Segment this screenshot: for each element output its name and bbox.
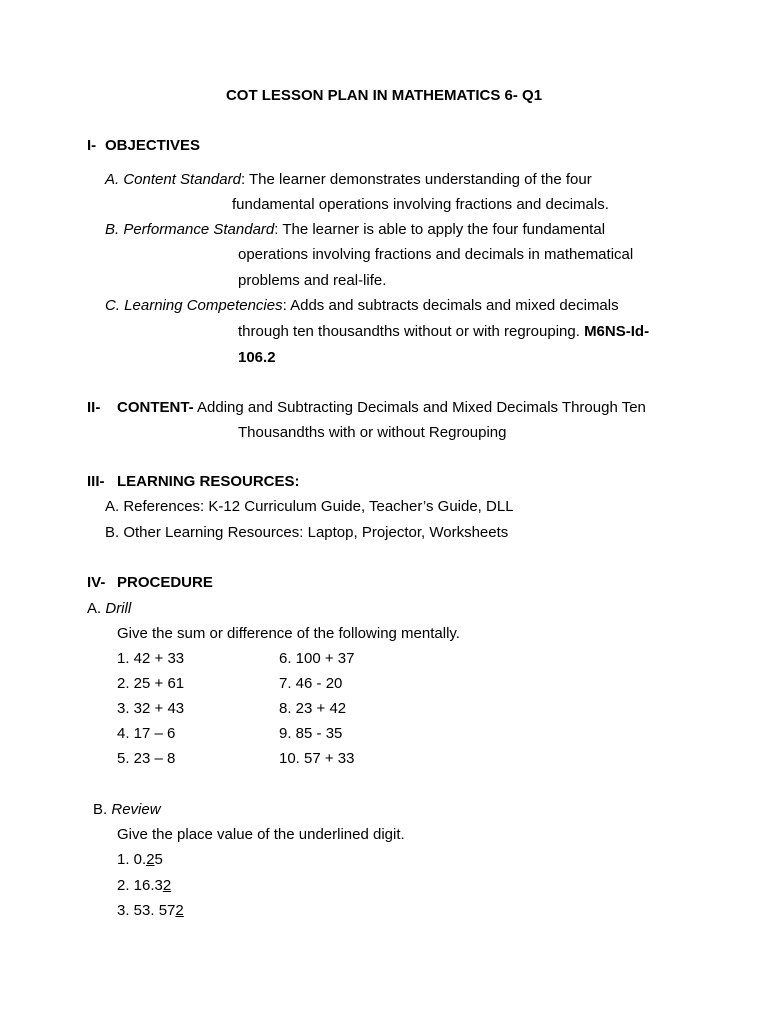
section-resources-number: III- <box>87 473 105 490</box>
review-item-prefix: 2. 16.3 <box>117 877 163 894</box>
drill-heading <box>87 600 131 618</box>
learning-competencies-text-2-body: through ten thousandths without or with regrouping. <box>238 323 580 340</box>
section-procedure-heading: PROCEDURE <box>117 574 213 591</box>
section-content-heading: CONTENT- <box>117 399 194 416</box>
drill-title: Drill <box>105 600 132 617</box>
content-standard-text-2: fundamental operations involving fractions and decimals. <box>232 196 609 213</box>
review-item-suffix: 5 <box>154 851 163 868</box>
review-item-prefix: 1. 0. <box>117 851 147 868</box>
content-standard <box>105 171 592 189</box>
review-letter: B. <box>93 801 108 818</box>
competency-code-2: 106.2 <box>238 349 276 366</box>
performance-standard-text: : The learner is able to apply the four fundamental <box>274 221 606 238</box>
drill-item: 9. 85 - 35 <box>279 725 343 742</box>
underlined-digit: 2 <box>175 902 184 919</box>
drill-item: 8. 23 + 42 <box>279 700 347 717</box>
review-item <box>117 902 184 920</box>
section-content-number: II- <box>87 399 101 416</box>
drill-instruction: Give the sum or difference of the following mentally. <box>117 625 460 642</box>
section-objectives-number: I- <box>87 137 97 154</box>
underlined-digit: 2 <box>146 851 155 868</box>
learning-competencies-text-2 <box>238 323 649 341</box>
drill-item: 7. 46 - 20 <box>279 675 343 692</box>
section-procedure-number: IV- <box>87 574 106 591</box>
drill-item: 5. 23 – 8 <box>117 750 176 767</box>
page-title: COT LESSON PLAN IN MATHEMATICS 6- Q1 <box>225 87 543 104</box>
performance-standard-text-3: problems and real-life. <box>238 272 387 289</box>
performance-standard-text-2: operations involving fractions and decimals in mathematical <box>238 246 634 263</box>
underlined-digit: 2 <box>162 877 172 894</box>
drill-item: 3. 32 + 43 <box>117 700 185 717</box>
content-standard-text: : The learner demonstrates understanding of the four <box>240 171 592 188</box>
performance-standard <box>105 221 605 239</box>
competency-code: M6NS-Id- <box>584 323 650 340</box>
review-instruction: Give the place value of the underlined digit. <box>117 826 405 843</box>
learning-competencies-text: : Adds and subtracts decimals and mixed decimals <box>282 297 619 314</box>
section-content-text-2: Thousandths with or without Regrouping <box>238 424 507 441</box>
review-item <box>117 851 163 869</box>
drill-item: 6. 100 + 37 <box>279 650 355 667</box>
review-item <box>117 877 171 895</box>
learning-competencies-label: C. Learning Competencies <box>105 297 283 314</box>
resources-other: B. Other Learning Resources: Laptop, Projector, Worksheets <box>105 524 509 541</box>
review-item-prefix: 3. 53. 57 <box>117 902 176 919</box>
resources-references: A. References: K-12 Curriculum Guide, Teacher’s Guide, DLL <box>105 498 514 515</box>
section-content-text: Adding and Subtracting Decimals and Mixed Decimals Through Ten <box>197 399 646 416</box>
review-title: Review <box>111 801 161 818</box>
content-standard-label: A. Content Standard <box>105 171 241 188</box>
learning-competencies <box>105 297 619 315</box>
drill-letter: A. <box>87 600 102 617</box>
drill-item: 2. 25 + 61 <box>117 675 185 692</box>
drill-item: 10. 57 + 33 <box>279 750 355 767</box>
performance-standard-label: B. Performance Standard <box>105 221 275 238</box>
section-content <box>117 399 646 417</box>
review-heading <box>93 801 161 819</box>
section-resources-heading: LEARNING RESOURCES: <box>117 473 300 490</box>
drill-item: 1. 42 + 33 <box>117 650 185 667</box>
section-objectives-heading: OBJECTIVES <box>105 137 201 154</box>
drill-item: 4. 17 – 6 <box>117 725 176 742</box>
